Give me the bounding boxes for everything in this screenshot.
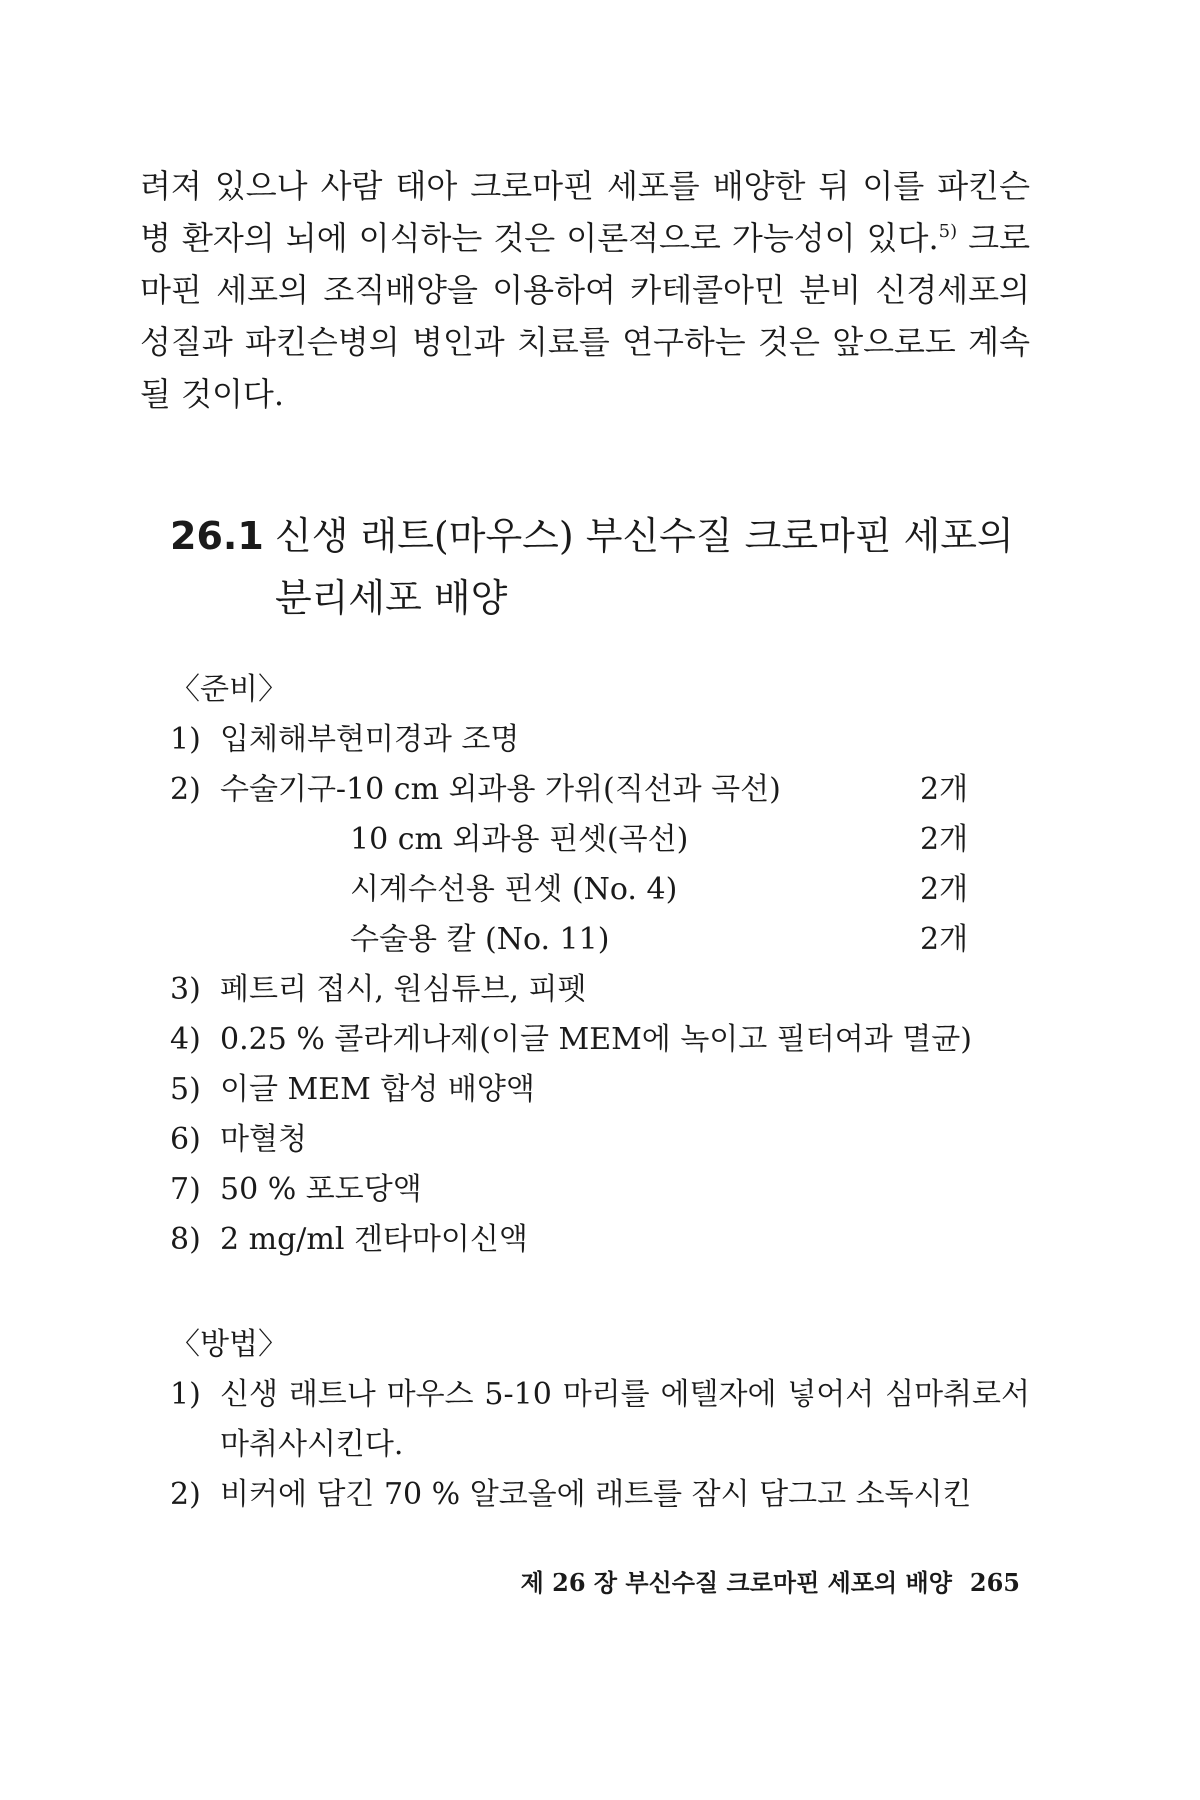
sub-item-quantity: 2개	[920, 922, 969, 957]
item-text: 이글 MEM 합성 배양액	[220, 1072, 535, 1107]
list-item	[170, 1065, 1030, 1115]
method-list	[170, 1370, 1030, 1520]
item-text: 수술기구-10 cm 외과용 가위(직선과 곡선)	[220, 772, 781, 807]
tools-sub-list	[170, 815, 1030, 965]
item-text: 0.25 % 콜라게나제(이글 MEM에 녹이고 필터여과 멸균)	[220, 1022, 972, 1057]
item-text: 페트리 접시, 원심튜브, 피펫	[220, 972, 587, 1007]
citation-marker: 5)	[938, 221, 958, 242]
sub-item-text: 10 cm 외과용 핀셋(곡선)	[350, 822, 689, 857]
sub-list-item	[350, 815, 1030, 865]
list-item	[170, 1015, 1030, 1065]
list-item	[170, 965, 1030, 1015]
item-number: 4)	[170, 1022, 201, 1057]
list-item	[170, 1165, 1030, 1215]
item-number: 2)	[170, 772, 201, 807]
method-label: 〈방법〉	[170, 1327, 288, 1362]
item-text: 입체해부현미경과 조명	[220, 722, 520, 757]
section-number: 26.1	[170, 514, 264, 558]
sub-list-item	[350, 865, 1030, 915]
chapter-title: 제 26 장 부신수질 크로마핀 세포의 배양	[520, 1568, 952, 1597]
page-number: 265	[969, 1568, 1020, 1597]
intro-paragraph	[140, 160, 1030, 420]
item-number: 5)	[170, 1072, 201, 1107]
intro-text-continued: 크로마핀 세포의 조직배양을 이용하여 카테콜아민 분비 신경세포의 성질과 파킨슨병의 병인과 치료를 연구하는 것은 앞으로도 계속 될 것이다.	[140, 219, 1030, 413]
item-number: 8)	[170, 1222, 201, 1257]
sub-item-quantity: 2개	[920, 822, 969, 857]
sub-item-text: 수술용 칼 (No. 11)	[350, 922, 610, 957]
sub-list-item	[350, 915, 1030, 965]
sub-item-text: 시계수선용 핀셋 (No. 4)	[350, 872, 678, 907]
item-number: 7)	[170, 1172, 201, 1207]
list-item	[170, 715, 1030, 765]
item-text: 마혈청	[220, 1122, 307, 1157]
item-text: 신생 래트나 마우스 5-10 마리를 에텔자에 넣어서 심마취로서 마취사시킨다.	[220, 1377, 1030, 1462]
item-number: 6)	[170, 1122, 201, 1157]
list-item	[170, 1470, 1030, 1520]
item-number: 2)	[170, 1477, 201, 1512]
section-title: 신생 래트(마우스) 부신수질 크로마핀 세포의 분리세포 배양	[275, 514, 1014, 620]
intro-text: 려져 있으나 사람 태아 크로마핀 세포를 배양한 뒤 이를 파킨슨병 환자의 뇌에 이식하는 것은 이론적으로 가능성이 있다.	[140, 167, 1030, 257]
list-item	[170, 1115, 1030, 1165]
item-text: 2 mg/ml 겐타마이신액	[220, 1222, 528, 1257]
list-item	[170, 765, 1030, 815]
section-heading	[170, 505, 1030, 629]
item-quantity: 2개	[920, 772, 969, 807]
item-text: 50 % 포도당액	[220, 1172, 422, 1207]
list-item	[170, 1370, 1030, 1470]
preparation-label: 〈준비〉	[170, 672, 288, 707]
item-number: 1)	[170, 722, 201, 757]
preparation-list	[170, 715, 1030, 1265]
running-footer	[480, 1565, 1020, 1601]
list-item	[170, 1215, 1030, 1265]
tools-sub-list-wrapper	[170, 815, 1030, 965]
item-number: 3)	[170, 972, 201, 1007]
sub-item-quantity: 2개	[920, 872, 969, 907]
item-number: 1)	[170, 1377, 201, 1412]
item-text: 비커에 담긴 70 % 알코올에 래트를 잠시 담그고 소독시킨	[220, 1477, 972, 1512]
